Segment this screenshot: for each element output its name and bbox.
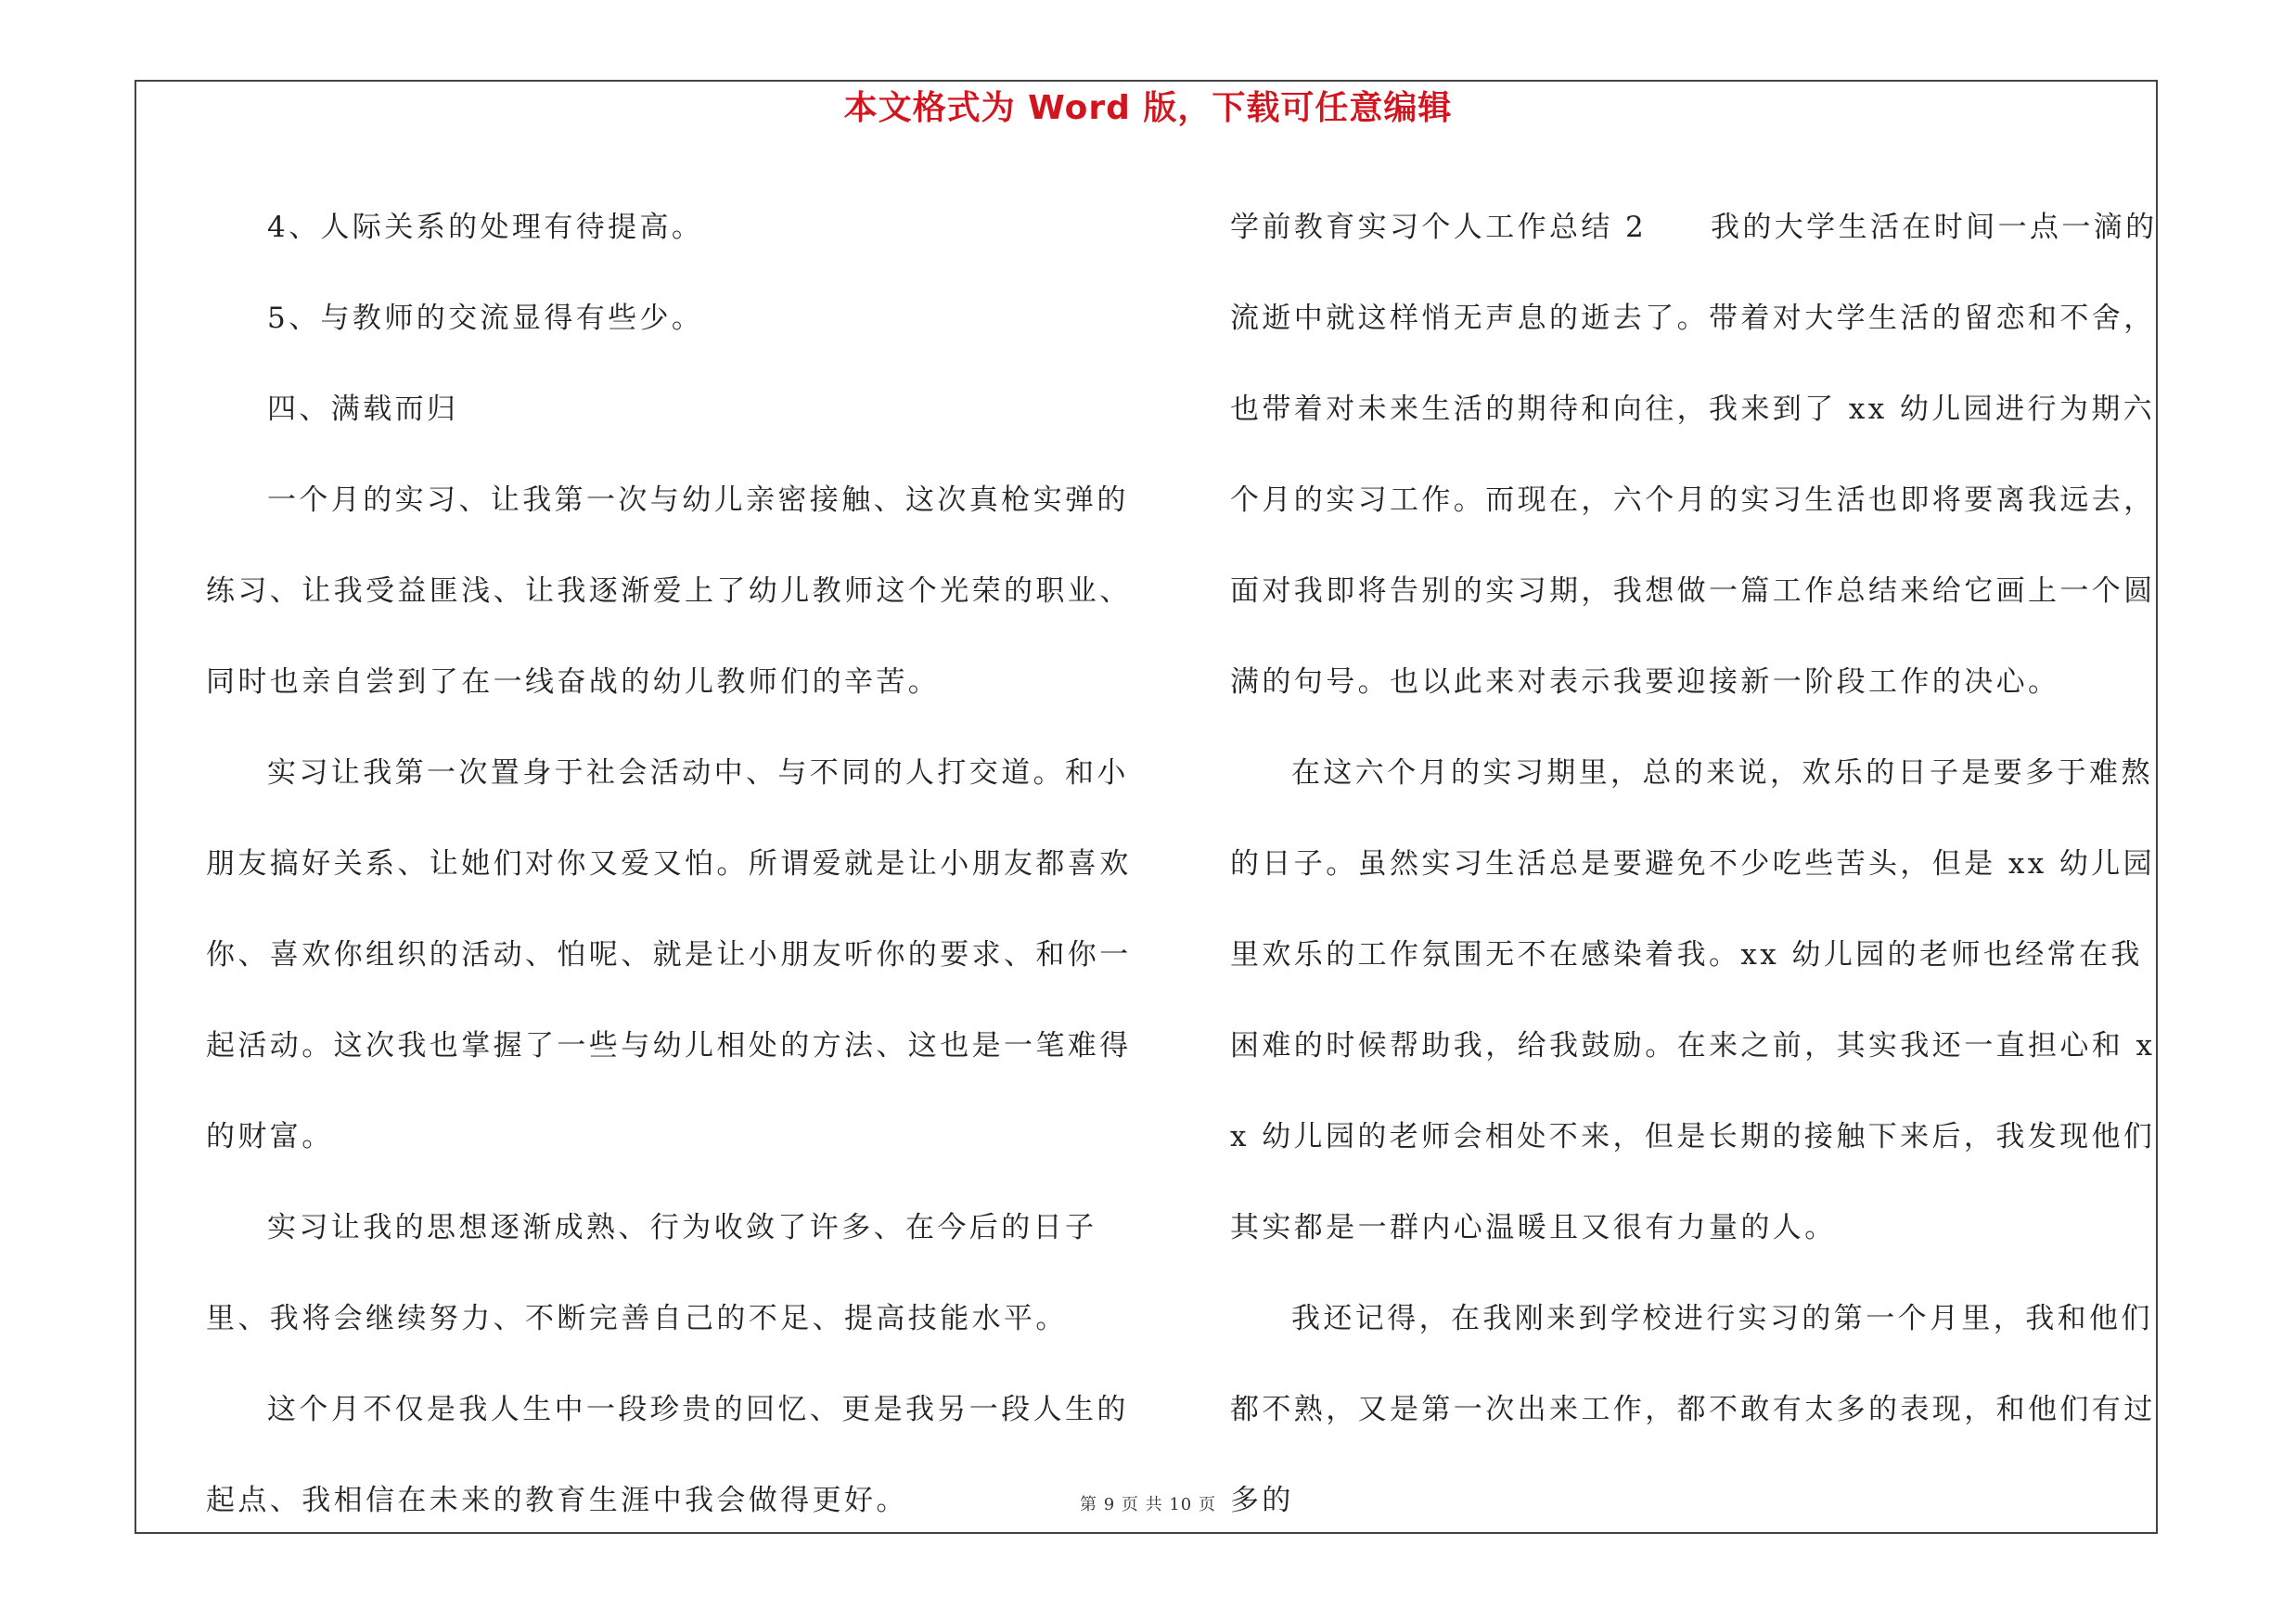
right-text-column	[1230, 182, 2158, 1546]
paragraph: 在这六个月的实习期里，总的来说，欢乐的日子是要多于难熬的日子。虽然实习生活总是要避免不少吃些苦头，但是 xx 幼儿园里欢乐的工作氛围无不在感染着我。xx 幼儿园的老师也经常在我困难的时候帮助我，给我鼓励。在来之前，其实我还一直担心和 xx 幼儿园的老师会相处不来，但是长期的接触下来后，我发现他们其实都是一群内心温暖且又很有力量的人。	[1230, 756, 2156, 1244]
paragraph: 4、人际关系的处理有待提高。	[267, 211, 704, 244]
section-heading: 四、满载而归	[267, 393, 459, 426]
paragraph: 实习让我的思想逐渐成熟、行为收敛了许多、在今后的日子里、我将会继续努力、不断完善自己的不足、提高技能水平。	[206, 1211, 1097, 1335]
paragraph: 学前教育实习个人工作总结 2 我的大学生活在时间一点一滴的流逝中就这样悄无声息的逝去了。带着对大学生活的留恋和不舍，也带着对未来生活的期待和向往，我来到了 xx 幼儿园进行为期六个月的实习工作。而现在，六个月的实习生活也即将要离我远去，面对我即将告别的实习期，我想做一篇工作总结来给它画上一个圆满的句号。也以此来对表示我要迎接新一阶段工作的决心。	[1230, 211, 2158, 699]
paragraph: 一个月的实习、让我第一次与幼儿亲密接触、这次真枪实弹的练习、让我受益匪浅、让我逐渐爱上了幼儿教师这个光荣的职业、同时也亲自尝到了在一线奋战的幼儿教师们的辛苦。	[206, 483, 1132, 699]
paragraph: 5、与教师的交流显得有些少。	[267, 302, 704, 335]
page-number-footer: 第 9 页 共 10 页	[1080, 1495, 1216, 1514]
paragraph: 实习让我第一次置身于社会活动中、与不同的人打交道。和小朋友搞好关系、让她们对你又爱又怕。所谓爱就是让小朋友都喜欢你、喜欢你组织的活动、怕呢、就是让小朋友听你的要求、和你一起活动。这次我也掌握了一些与幼儿相处的方法、这也是一笔难得的财富。	[206, 756, 1132, 1153]
paragraph: 我还记得，在我刚来到学校进行实习的第一个月里，我和他们都不熟，又是第一次出来工作，都不敢有太多的表现，和他们有过多的	[1230, 1302, 2156, 1517]
paragraph: 这个月不仅是我人生中一段珍贵的回忆、更是我另一段人生的起点、我相信在未来的教育生涯中我会做得更好。	[206, 1393, 1129, 1517]
left-text-column	[206, 182, 1134, 1546]
document-banner: 本文格式为 Word 版，下载可任意编辑	[843, 89, 1453, 127]
